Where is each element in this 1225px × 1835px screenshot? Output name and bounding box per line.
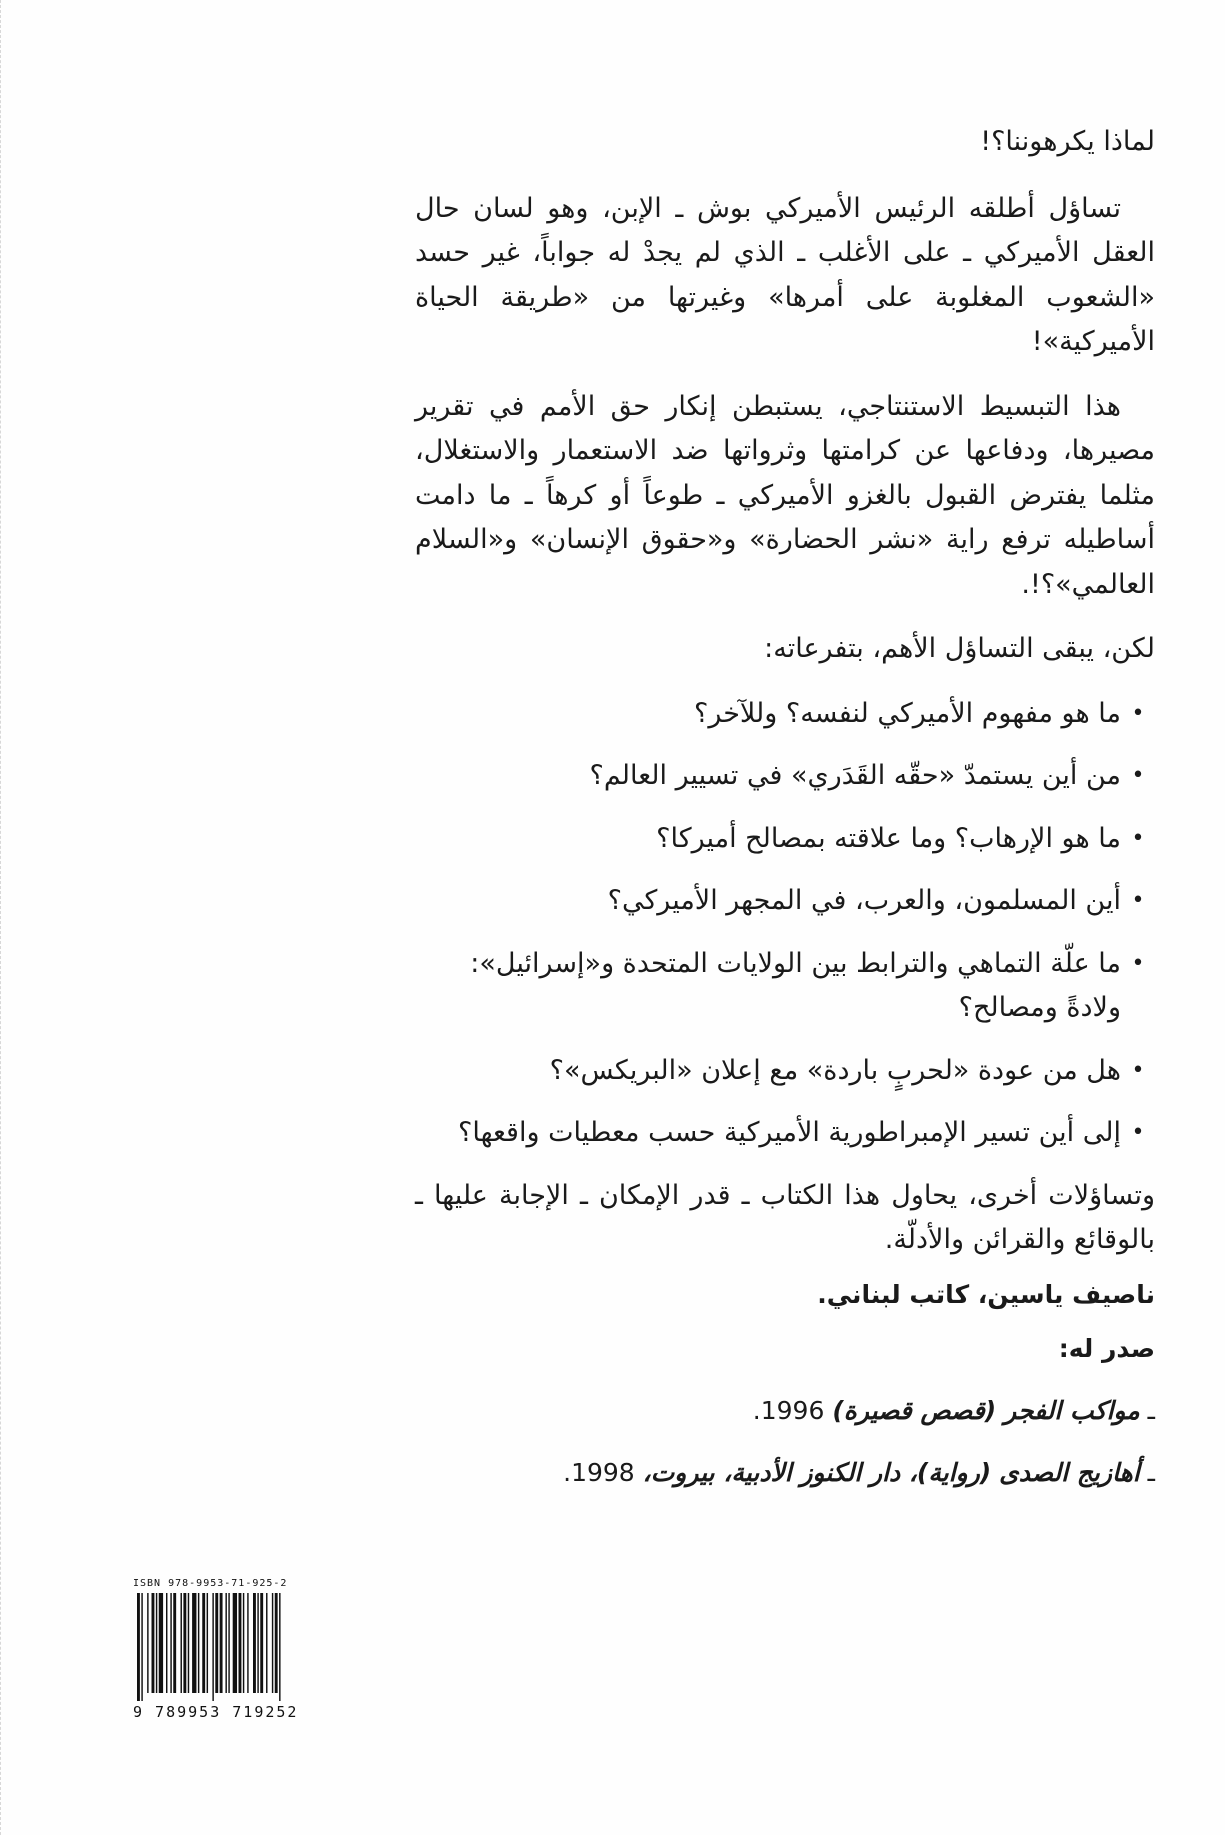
work-title: أهازيج الصدى — [999, 1458, 1140, 1487]
bullet-icon: • — [1131, 1057, 1145, 1083]
work-year: 1998. — [563, 1458, 635, 1487]
list-item: • ما علّة التماهي والترابط بين الولايات المتحدة و«إسرائيل»: ولادةً ومصالح؟ — [415, 942, 1155, 1031]
isbn-label: ISBN 978-9953-71-925-2 — [133, 1578, 288, 1589]
list-item: • من أين يستمدّ «حقّه القَدَري» في تسيير العالم؟ — [415, 754, 1155, 799]
author-section — [415, 1275, 1155, 1493]
bullet-icon: • — [1131, 888, 1145, 913]
blurb-title: لماذا يكرهوننا؟! — [980, 126, 1155, 157]
blurb-closing: وتساؤلات أخرى، يحاول هذا الكتاب ـ قدر الإمكان ـ الإجابة عليها ـ بالوقائع والقرائن والأدلّة. — [415, 1179, 1155, 1255]
published-work-1: ـ مواكب الفجر (قصص قصيرة) 1996. — [752, 1396, 1155, 1425]
bullet-icon: • — [1131, 1120, 1145, 1145]
work-title: مواكب الفجر — [1004, 1396, 1140, 1425]
blurb-paragraph-2: هذا التبسيط الاستنتاجي، يستبطن إنكار حق الأمم في تقرير مصيرها، ودفاعها عن كرامتها وثرواتها ضد الاستعمار والاستغلال، مثلما يفترض القبول بالغزو الأميركي ـ طوعاً أو كرهاً ـ ما دامت أساطيله ترفع راية «نشر الحضارة» و«حقوق الإنسان» و«السلام العالمي»؟!. — [415, 390, 1155, 600]
blurb-paragraph-3: لكن، يبقى التساؤل الأهم، بتفرعاته: — [764, 633, 1155, 664]
list-item: • إلى أين تسير الإمبراطورية الأميركية حسب معطيات واقعها؟ — [415, 1111, 1155, 1156]
page-edge-marks — [0, 0, 5, 1835]
barcode-digits: 9 789953 719252 — [133, 1703, 299, 1721]
blurb-paragraph-1: تساؤل أطلقه الرئيس الأميركي بوش ـ الإبن، وهو لسان حال العقل الأميركي ـ على الأغلب ـ الذي لم يجدْ له جواباً، غير حسد «الشعوب المغلوبة على أمرها» وغيرتها من «طريقة الحياة الأميركية»! — [415, 192, 1155, 357]
bullet-icon: • — [1131, 700, 1145, 726]
list-item: • ما هو الإرهاب؟ وما علاقته بمصالح أميركا؟ — [415, 817, 1155, 862]
isbn-barcode — [133, 1578, 333, 1721]
work-year: 1996. — [752, 1396, 825, 1425]
question-list — [415, 692, 1155, 1156]
blurb-text — [415, 120, 1155, 1283]
list-item: • هل من عودة «لحربٍ باردة» مع إعلان «البريكس»؟ — [415, 1049, 1155, 1094]
barcode-bars — [133, 1593, 333, 1701]
published-work-2: ـ أهازيج الصدى (رواية)، دار الكنوز الأدبية، بيروت، 1998. — [563, 1458, 1155, 1487]
published-heading: صدر له: — [1058, 1334, 1155, 1363]
bullet-icon: • — [1131, 763, 1145, 788]
author-line: ناصيف ياسين، كاتب لبناني. — [817, 1280, 1155, 1309]
work-note: (قصص قصيرة) — [832, 1396, 997, 1425]
list-item: • أين المسلمون، والعرب، في المجهر الأميركي؟ — [415, 879, 1155, 924]
barcode-icon — [133, 1593, 329, 1701]
work-note: (رواية)، دار الكنوز الأدبية، بيروت، — [642, 1458, 992, 1487]
bullet-icon: • — [1131, 950, 1145, 976]
list-item: • ما هو مفهوم الأميركي لنفسه؟ وللآخر؟ — [415, 692, 1155, 737]
bullet-icon: • — [1131, 825, 1145, 851]
